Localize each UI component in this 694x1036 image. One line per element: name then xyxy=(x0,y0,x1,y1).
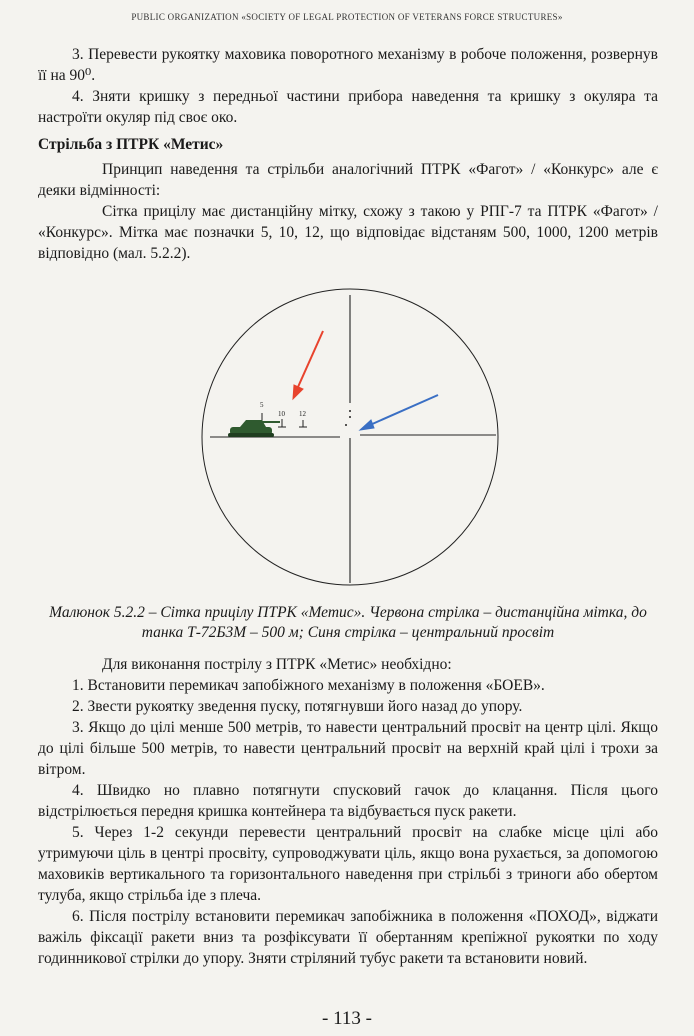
figure-caption: Малюнок 5.2.2 – Сітка прицілу ПТРК «Метис». Червона стрілка – дистанційна мітка, до танка Т-72Б3М – 500 м; Синя стрілка – центральний просвіт xyxy=(49,604,647,641)
list-item: 4. Швидко но плавно потягнути спусковий гачок до клацання. Після цього відстрілюється передня кришка контейнера та відбувається пуск ракети. xyxy=(38,782,658,820)
blue-arrow xyxy=(360,395,438,430)
list-item: 5. Через 1-2 секунди перевести центральний просвіт на слабке місце цілі або утримуючи ціль в центрі просвіту, супроводжувати ціль, якщо вона рухається, за допомогою маховиків вертикального та горизонтального наведення при стрільбі з триноги або обертом тулуба, якщо стрільба іде з плеча. xyxy=(38,824,658,904)
intro-item-3: 3. Перевести рукоятку маховика поворотного механізму в робоче положення, розвернув її на 90⁰. xyxy=(38,46,658,84)
reticle-figure xyxy=(200,285,500,597)
range-mark-12-label: 12 xyxy=(299,410,306,418)
list-item: 2. Звести рукоятку зведення пуску, потягнувши його назад до упору. xyxy=(72,698,523,715)
list-item: 3. Якщо до цілі менше 500 метрів, то навести центральний просвіт на центр цілі. Якщо до цілі більше 500 метрів, то навести центральний просвіт на верхній край цілі і трохи за вітром. xyxy=(38,719,658,778)
section-heading: Стрільба з ПТРК «Метис» xyxy=(38,136,224,153)
page-number: - 113 - xyxy=(322,1008,372,1029)
red-arrow xyxy=(293,331,323,399)
list-item: 1. Встановити перемикач запобіжного механізму в положення «БОЕВ». xyxy=(72,677,545,694)
paragraph-reticle: Сітка прицілу має дистанційну мітку, схожу з такою у РПГ-7 та ПТРК «Фагот» / «Конкурс». Мітка має позначки 5, 10, 12, що відповідає відстаням 500, 1000, 1200 метрів відповідно (мал. 5.2.2). xyxy=(38,203,658,262)
center-dot xyxy=(349,416,351,418)
center-dot xyxy=(349,410,351,412)
steps-block xyxy=(38,654,658,969)
steps-list xyxy=(38,675,658,969)
paragraph-principle: Принцип наведення та стрільби аналогічний ПТРК «Фагот» / «Конкурс» але є деяки відмінності: xyxy=(38,161,658,199)
tank-t72b3m xyxy=(228,420,280,437)
page-header: PUBLIC ORGANIZATION «SOCIETY OF LEGAL PROTECTION OF VETERANS FORCE STRUCTURES» xyxy=(131,12,563,22)
range-mark-10-label: 10 xyxy=(278,410,285,418)
intro-item-4: 4. Зняти кришку з передньої частини прибора наведення та кришку з окуляра та настроїти окуляр під своє око. xyxy=(38,88,658,126)
list-item: 6. Після пострілу встановити перемикач запобіжника в положення «ПОХОД», віджати важіль фіксації ракети вниз та розфіксувати її обертанням крепіжної рукоятки по ходу годинникової стрілки до упору. Зняти стріляний тубус ракети та встановити новий. xyxy=(38,908,658,967)
steps-lead: Для виконання пострілу з ПТРК «Метис» необхідно: xyxy=(102,656,452,673)
intro-block xyxy=(38,44,658,264)
range-mark-5-label: 5 xyxy=(260,401,264,409)
center-dot xyxy=(345,424,347,426)
